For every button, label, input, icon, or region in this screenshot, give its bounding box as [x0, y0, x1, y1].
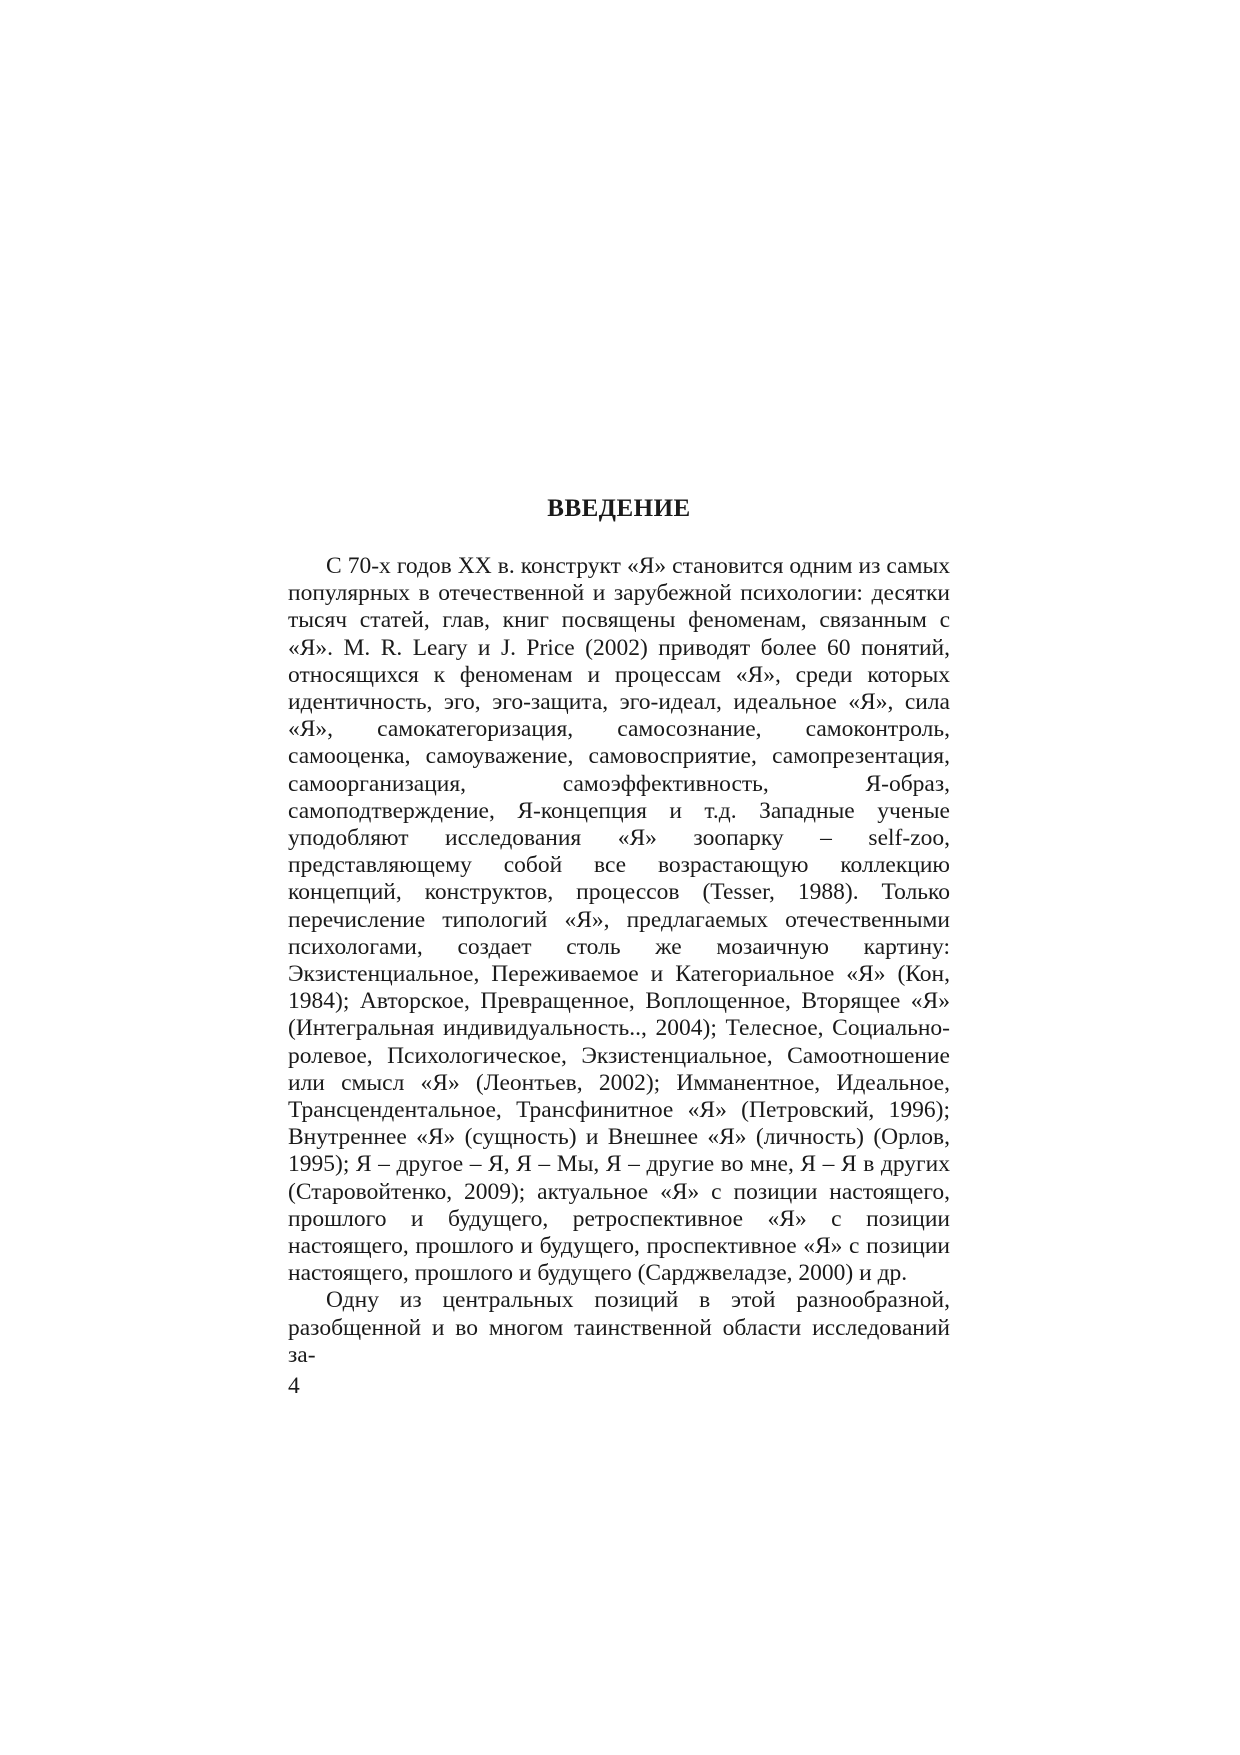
page-number: 4: [288, 1373, 300, 1399]
text-block: [288, 490, 950, 1369]
paragraph-1: С 70-х годов XX в. конструкт «Я» становится одним из самых популярных в отечественной и зарубежной психологии: десятки тысяч статей, глав, книг посвящены феноменам, связанным с «Я». M. R. Leary и J. Price (2002) приводят более 60 понятий, относящихся к феноменам и процессам «Я», среди которых идентичность, эго, эго-защита, эго-идеал, идеальное «Я», сила «Я», самокатегоризация, самосознание, самоконтроль, самооценка, самоуважение, самовосприятие, самопрезентация, самоорганизация, самоэффективность, Я-образ, самоподтверждение, Я-концепция и т.д. Западные ученые уподобляют исследования «Я» зоопарку – self-zoo, представляющему собой все возрастающую коллекцию концепций, конструктов, процессов (Tesser, 1988). Только перечисление типологий «Я», предлагаемых отечественными психологами, создает столь же мозаичную картину: Экзистенциальное, Переживаемое и Категориальное «Я» (Кон, 1984); Авторское, Превращенное, Воплощенное, Вторящее «Я» (Интегральная индивидуальность.., 2004); Телесное, Социально-ролевое, Психологическое, Экзистенциальное, Самоотношение или смысл «Я» (Леонтьев, 2002); Имманентное, Идеальное, Трансцендентальное, Трансфинитное «Я» (Петровский, 1996); Внутреннее «Я» (сущность) и Внешнее «Я» (личность) (Орлов, 1995); Я – другое – Я, Я – Мы, Я – другие во мне, Я – Я в других (Старовойтенко, 2009); актуальное «Я» с позиции настоящего, прошлого и будущего, ретроспективное «Я» с позиции настоящего, прошлого и будущего, проспективное «Я» с позиции настоящего, прошлого и будущего (Сарджвеладзе, 2000) и др.: [288, 553, 950, 1287]
paragraph-2: Одну из центральных позиций в этой разнообразной, разобщенной и во многом таинственной области исследований за-: [288, 1287, 950, 1368]
page-title: ВВЕДЕНИЕ: [547, 495, 691, 522]
